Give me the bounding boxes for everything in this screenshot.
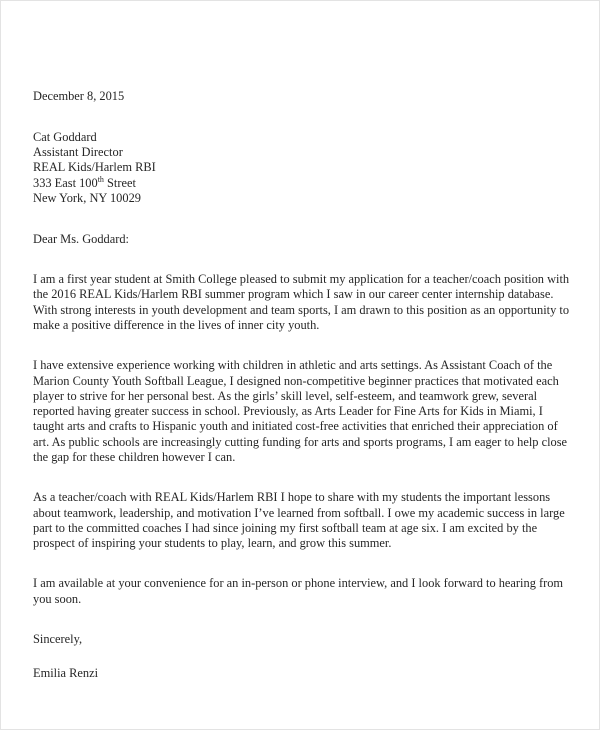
letter-salutation: Dear Ms. Goddard: [33, 232, 130, 247]
letter-paragraph-2: I have extensive experience working with children in athletic and arts settings. As Assistant Coach of the Marion County Youth Softball League, I designed non-competitive beginner practices that motivated each player to strive for her personal best. As the girls’ skill level, self-esteem, and teamwork grew, several reported having greater success in school. Previously, as Arts Leader for Fine Arts for Kids in Miami, I taught arts and crafts to Hispanic youth and initiated cost-free activities that enriched their appreciation of art. As public schools are increasingly cutting funding for arts and sports programs, I am eager to help close the gap for these children however I can. [33, 358, 568, 464]
letter-paragraph-1: I am a first year student at Smith College pleased to submit my application for a teacher/coach position with the 2016 REAL Kids/Harlem RBI summer program which I saw in our career center internship database. With strong interests in youth development and team sports, I am drawn to this position as an opportunity to make a positive difference in the lives of inner city youth. [33, 272, 570, 332]
recipient-organization: REAL Kids/Harlem RBI [33, 160, 156, 175]
recipient-street [33, 176, 571, 191]
letter-closing: Sincerely, [33, 632, 83, 647]
recipient-name: Cat Goddard [33, 130, 97, 144]
letter-paragraph-4: I am available at your convenience for an in-person or phone interview, and I look forward to hearing from you soon. [33, 576, 564, 606]
recipient-city-state-zip: New York, NY 10029 [33, 190, 141, 205]
letter-signature-name: Emilia Renzi [33, 666, 99, 681]
recipient-street-name: Street [103, 175, 136, 190]
letter-body [33, 89, 571, 681]
letter-date: December 8, 2015 [33, 89, 125, 103]
letter-paragraph-3: As a teacher/coach with REAL Kids/Harlem RBI I hope to share with my students the important lessons about teamwork, leadership, and motivation I’ve learned from softball. I owe my academic success in large part to the committed coaches I had since joining my first softball team at age six. I am excited by the prospect of inspiring your students to play, learn, and grow this summer. [33, 490, 565, 551]
recipient-street-suffix: th [97, 174, 104, 184]
recipient-street-number: 333 East 100 [33, 175, 98, 190]
recipient-title: Assistant Director [33, 145, 123, 160]
recipient-address-block [33, 130, 571, 206]
